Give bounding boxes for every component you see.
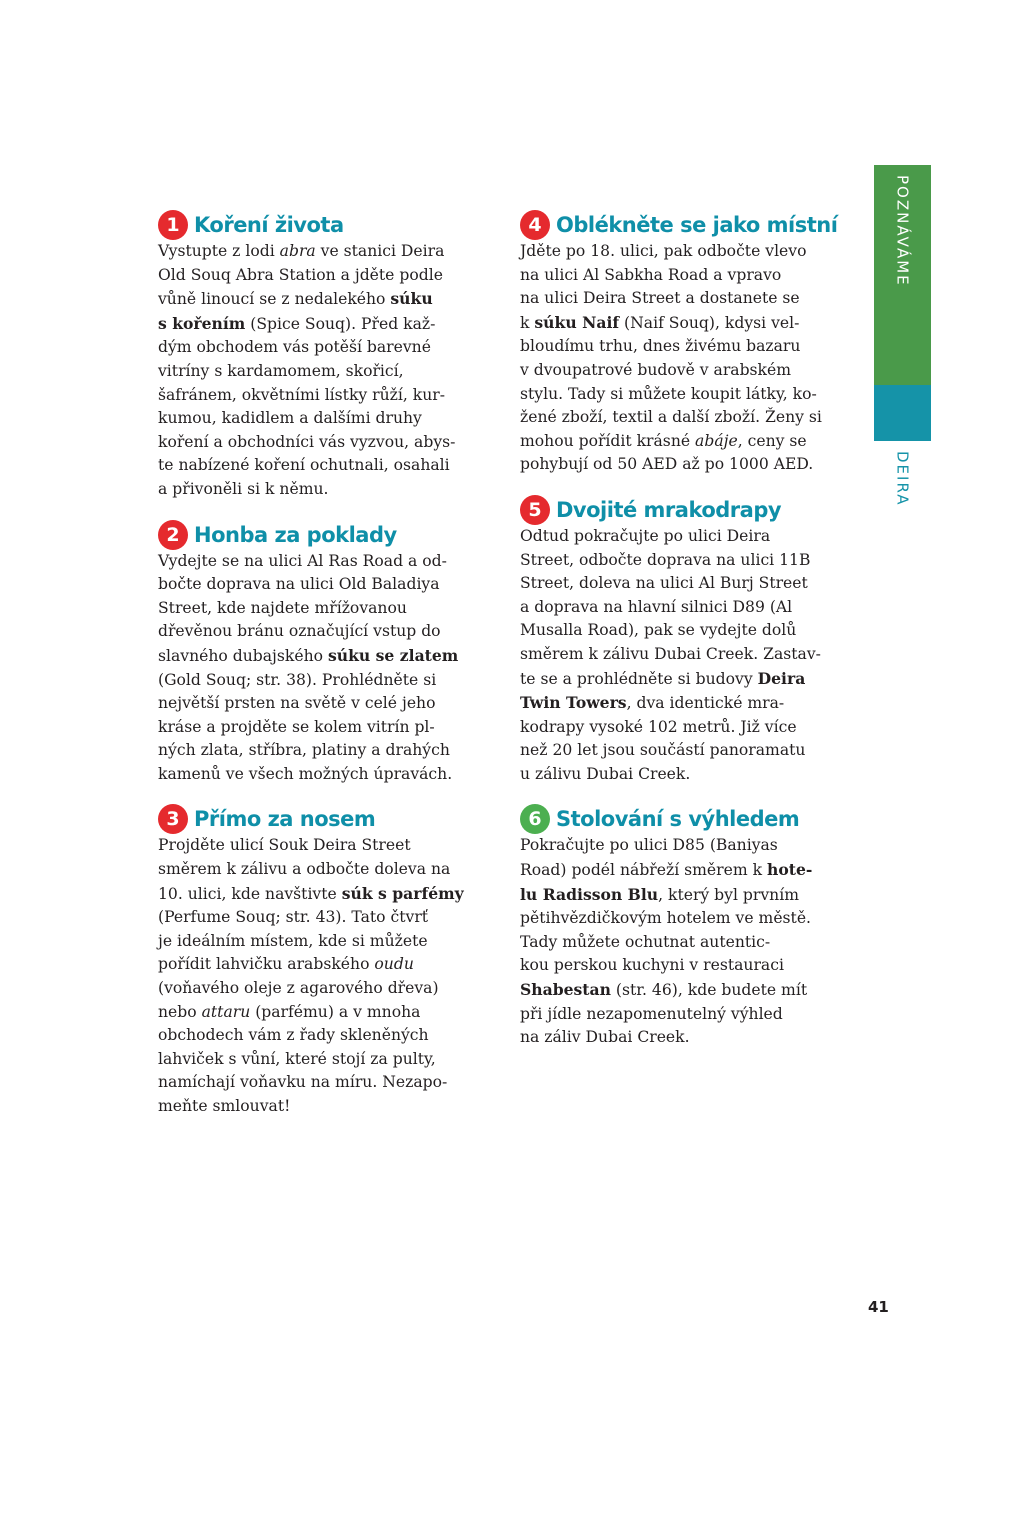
section-title: Koření života	[194, 213, 344, 237]
left-column	[158, 210, 498, 1137]
section-body: Pokračujte po ulici D85 (Baniyas Road) podél nábřeží směrem k hote- lu Radisson Blu, který byl prvním pětihvězdičkovým hotelem ve městě. Tady můžete ochutnat autentic- kou perskou kuchyni v restauraci Shabestan (str. 46), kde budete mít při jídle nezapomenutelný výhled na záliv Dubai Creek.	[520, 836, 813, 1047]
section-heading	[158, 210, 498, 240]
section-heading	[520, 210, 862, 240]
side-tab-label-top: POZNÁVÁME	[893, 175, 912, 287]
section-number-badge: 5	[520, 495, 550, 525]
section-title: Dvojité mrakodrapy	[556, 497, 782, 522]
section-body: Vydejte se na ulici Al Ras Road a od- bočte doprava na ulici Old Baladiya Street, kde najdete mřížovanou dřevěnou bránu označující vstup do slavného dubajského súku se zlatem (Gold Souq; str. 38). Prohlédněte si největší prsten na světě v celé jeho kráse a projděte se kolem vitrín pl- ných zlata, stříbra, platiny a drahých kamenů ve všech možných úpravách.	[158, 551, 459, 783]
section-title: Přímo za nosem	[194, 807, 376, 832]
route-section	[520, 210, 862, 477]
section-number-badge: 3	[158, 804, 188, 834]
route-section	[158, 804, 498, 1118]
side-tab-label-bottom: DEIRA	[893, 451, 912, 507]
section-heading	[520, 804, 862, 834]
section-number-badge: 1	[158, 210, 188, 240]
section-number-badge: 6	[520, 804, 550, 834]
section-body: Projděte ulicí Souk Deira Street směrem k zálivu a odbočte doleva na 10. ulici, kde navštivte súk s parfémy (Perfume Souq; str. 43). Tato čtvrť je ideálním místem, kde si můžete pořídit lahvičku arabského oudu (voňavého oleje z agarového dřeva) nebo attaru (parfému) a v mnoha obchodech vám z řady skleněných lahviček s vůní, které stojí za pulty, namíchají voňavku na míru. Nezapo- meňte smlouvat!	[158, 836, 464, 1115]
section-title: Honba za poklady	[194, 522, 397, 547]
section-heading	[158, 520, 498, 550]
section-body: Jděte po 18. ulici, pak odbočte vlevo na ulici Al Sabkha Road a vpravo na ulici Deira Street a dostanete se k súku Naif (Naif Souq), kdysi vel- bloudímu trhu, dnes živému bazaru v dvoupatrové budově v arabském stylu. Tady si můžete koupit látky, ko- žené zboží, textil a další zboží. Ženy si mohou pořídit krásné abáje, ceny se pohybují od 50 AED až po 1000 AED.	[520, 242, 822, 474]
section-title: Stolování s výhledem	[556, 807, 800, 832]
section-title: Oblékněte se jako místní	[556, 213, 838, 237]
page-number: 41	[868, 1298, 889, 1316]
side-tab-top	[874, 165, 931, 385]
section-heading	[520, 495, 862, 525]
section-body: Vystupte z lodi abra ve stanici Deira Old Souq Abra Station a jděte podle vůně linoucí se z nedalekého súku s kořením (Spice Souq). Před kaž- dým obchodem vás potěší barevné vitríny s kardamomem, skořicí, šafránem, okvětními lístky růží, kur- kumou, kadidlem a dalšími druhy koření a obchodníci vás vyzvou, abys- te nabízené koření ochutnali, osahali a přivoněli si k němu.	[158, 242, 456, 498]
side-tab-marker	[874, 385, 931, 441]
route-section	[520, 804, 862, 1049]
route-section	[158, 210, 498, 502]
side-tab-bottom	[874, 441, 931, 531]
route-section	[520, 495, 862, 787]
section-number-badge: 4	[520, 210, 550, 240]
section-number-badge: 2	[158, 520, 188, 550]
route-section	[158, 520, 498, 787]
right-column	[520, 210, 862, 1068]
section-heading	[158, 804, 498, 834]
section-body: Odtud pokračujte po ulici Deira Street, odbočte doprava na ulici 11B Street, doleva na ulici Al Burj Street a doprava na hlavní silnici D89 (Al Musalla Road), pak se vydejte dolů směrem k zálivu Dubai Creek. Zastav- te se a prohlédněte si budovy Deira Twin Towers, dva identické mra- kodrapy vysoké 102 metrů. Již více než 20 let jsou součástí panoramatu u zálivu Dubai Creek.	[520, 526, 821, 783]
